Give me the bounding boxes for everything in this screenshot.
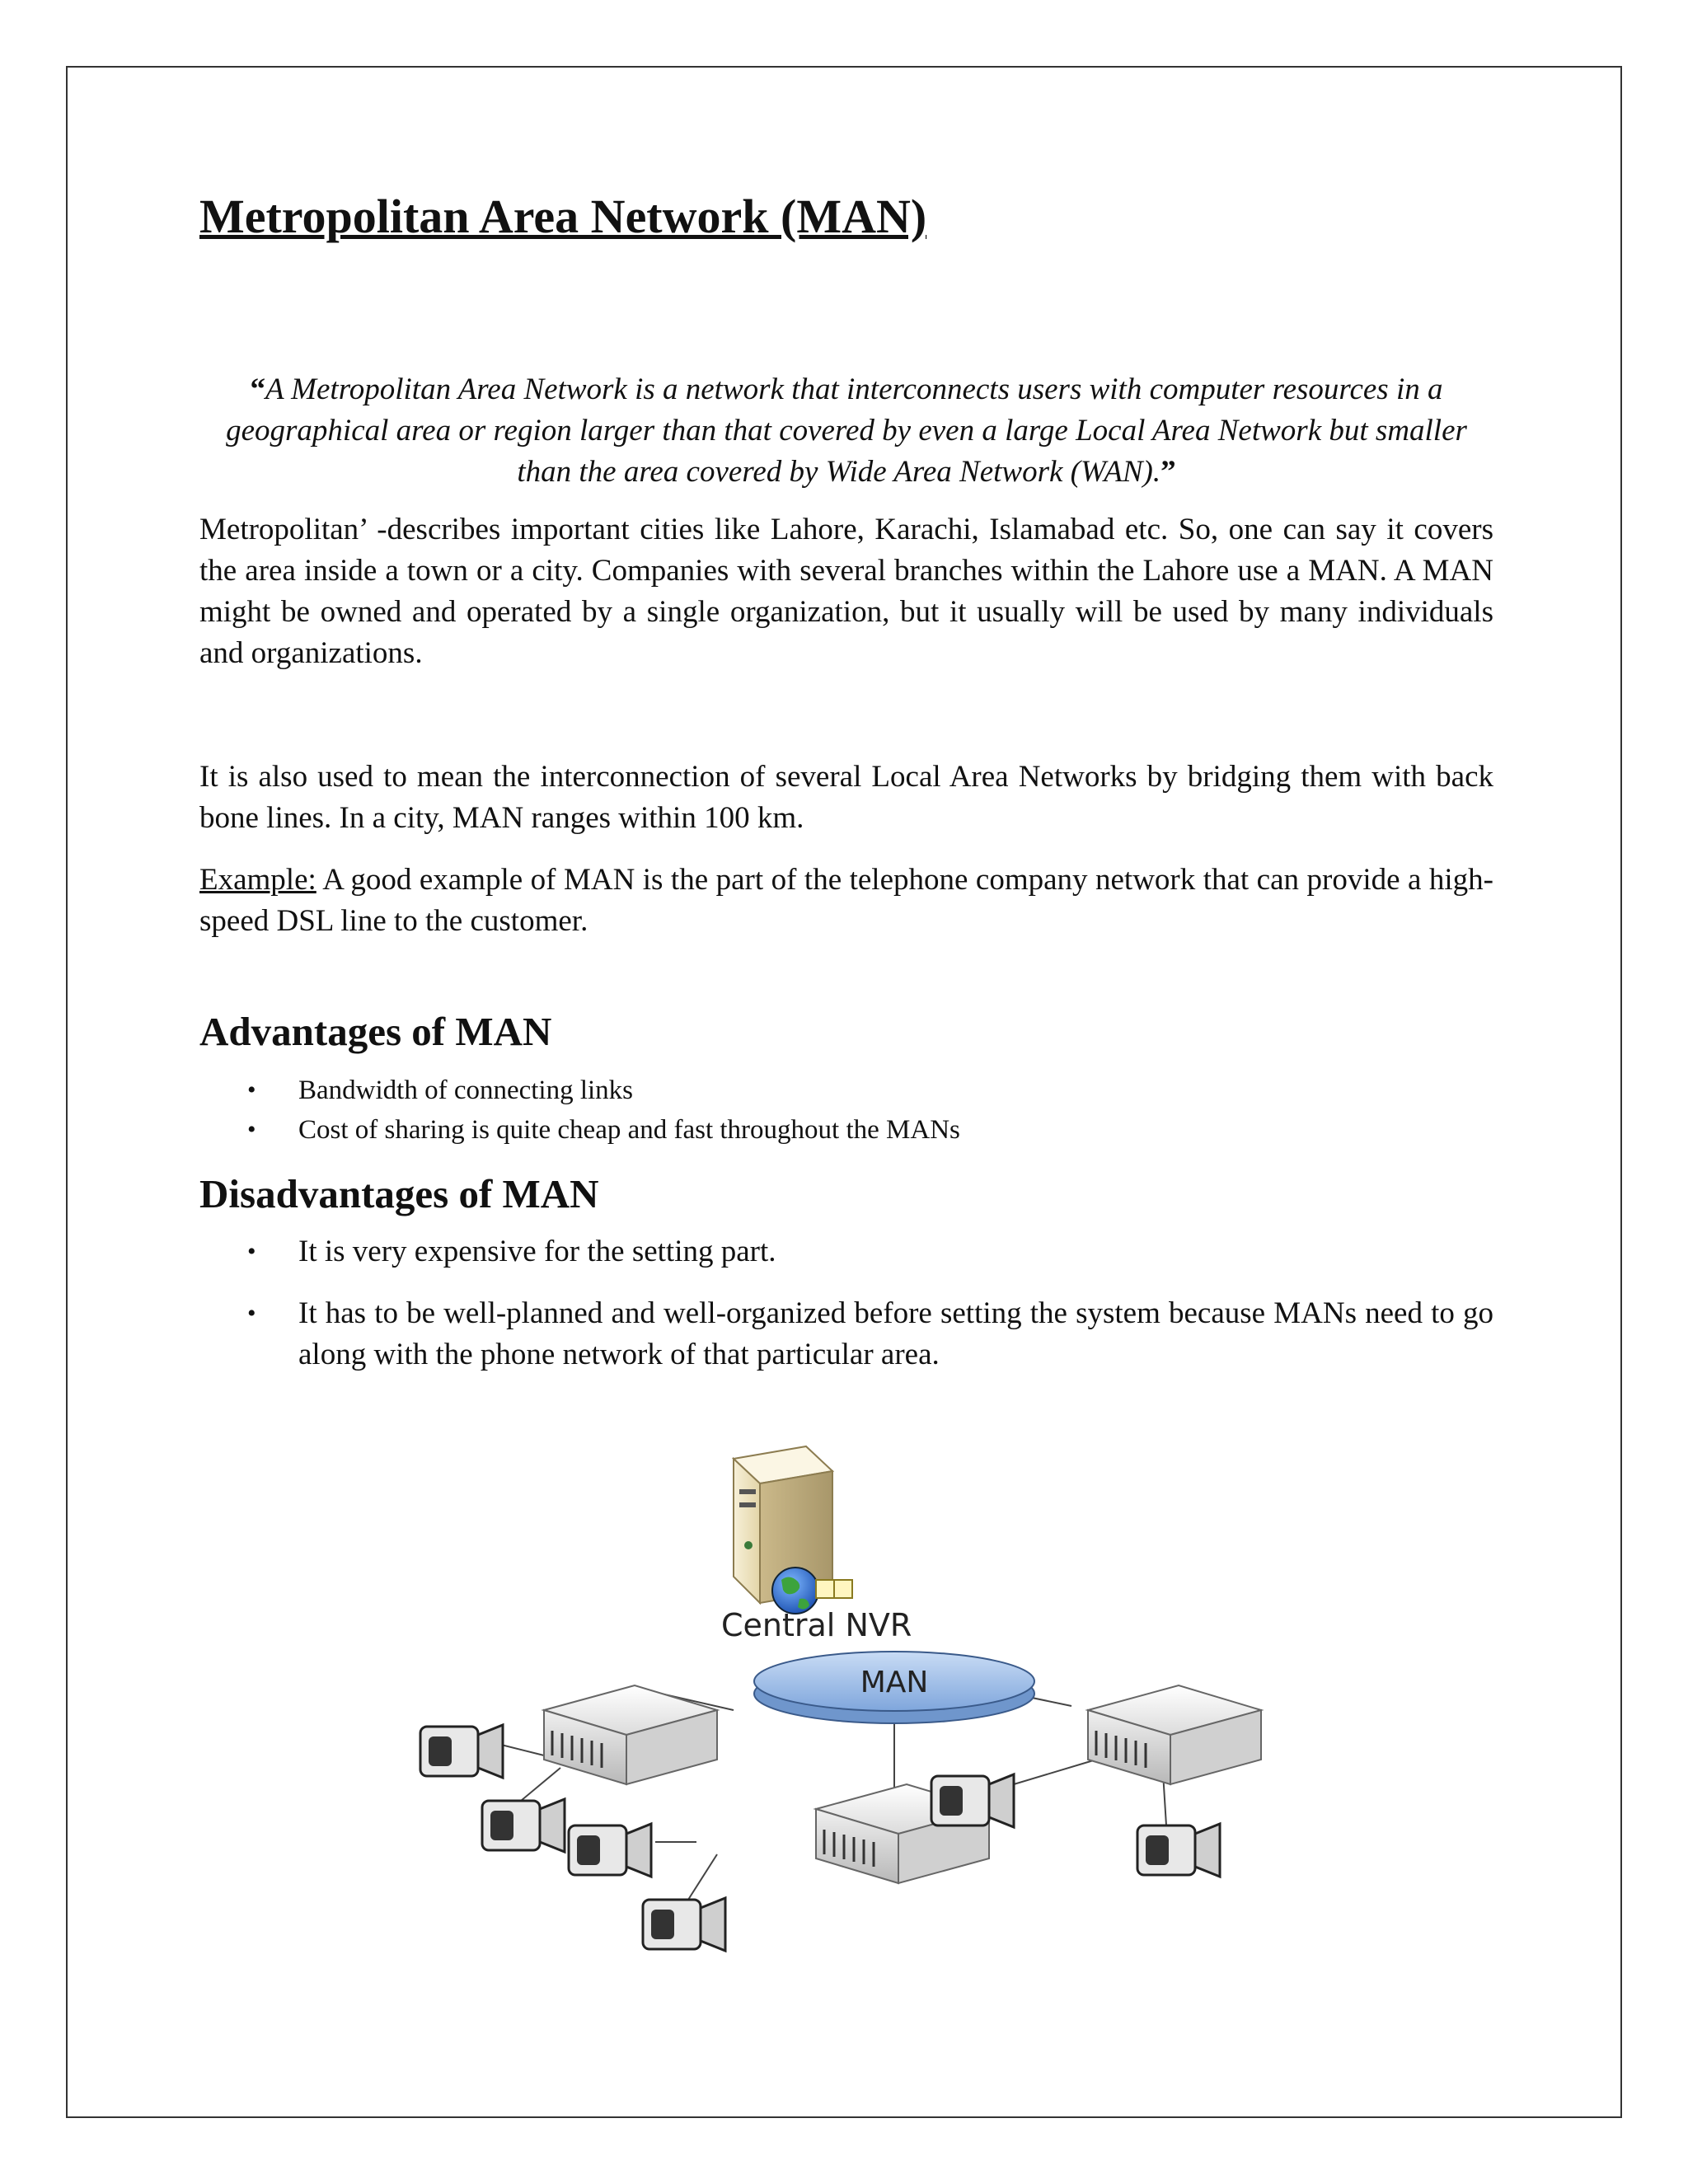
close-quote-mark: ” [1160, 454, 1176, 489]
camera-icon [643, 1898, 725, 1951]
advantages-heading: Advantages of MAN [199, 1008, 552, 1054]
list-item [199, 1293, 1493, 1376]
camera-icon [420, 1725, 503, 1778]
camera-icon [1137, 1824, 1220, 1877]
definition-quote [199, 369, 1493, 493]
man-network-diagram [404, 1438, 1286, 1982]
page-title: Metropolitan Area Network (MAN) [199, 190, 927, 243]
list-item-text: It is very expensive for the setting part. [298, 1235, 776, 1269]
disadvantages-heading: Disadvantages of MAN [199, 1171, 599, 1217]
advantages-list [199, 1071, 1493, 1150]
document-body [199, 188, 1493, 1396]
definition-text: A Metropolitan Area Network is a network that interconnects users with computer resources in a geographical area or region larger than that covered by even a large Local Area Network but smaller than the area covered by Wide Area Network (WAN). [226, 372, 1467, 489]
list-item [199, 1071, 1493, 1110]
list-item-text: Cost of sharing is quite cheap and fast throughout the MANs [298, 1115, 960, 1146]
bullet-icon: • [247, 1076, 256, 1104]
camera-icon [482, 1799, 565, 1852]
list-item-text: Bandwidth of connecting links [298, 1076, 634, 1106]
example-label: Example: [199, 862, 316, 897]
folder-icon [816, 1580, 852, 1598]
bullet-icon: • [247, 1300, 256, 1328]
paragraph-metropolitan: Metropolitan’ -describes important cities like Lahore, Karachi, Islamabad etc. So, one can say it covers the area inside a town or a city. Companies with several branches within the Lahore use a MAN. A MAN might be owned and operated by a single organization, but it usually will be used by many individuals and organizations. [199, 512, 1493, 670]
paragraph-example [199, 860, 1493, 942]
camera-icon [569, 1824, 651, 1877]
open-quote-mark: “ [250, 372, 265, 406]
server-label: Central NVR [721, 1607, 912, 1643]
man-label: MAN [860, 1666, 929, 1699]
bullet-icon: • [247, 1116, 256, 1144]
list-item-text: It has to be well-planned and well-organized before setting the system because MANs need to go along with the phone network of that particular area. [298, 1296, 1493, 1372]
link-cam-5 [1014, 1760, 1096, 1784]
paragraph-interconnection: It is also used to mean the interconnection of several Local Area Networks by bridging them with back bone lines. In a city, MAN ranges within 100 km. [199, 759, 1493, 835]
camera-icon [931, 1774, 1014, 1827]
example-text: A good example of MAN is the part of the telephone company network that can provide a high-speed DSL line to the customer. [199, 862, 1493, 938]
switch-right-icon [1088, 1685, 1261, 1784]
disadvantages-list [199, 1231, 1493, 1376]
list-item [199, 1231, 1493, 1272]
link-cam-4 [688, 1854, 717, 1900]
list-item [199, 1110, 1493, 1150]
bullet-icon: • [247, 1238, 256, 1266]
